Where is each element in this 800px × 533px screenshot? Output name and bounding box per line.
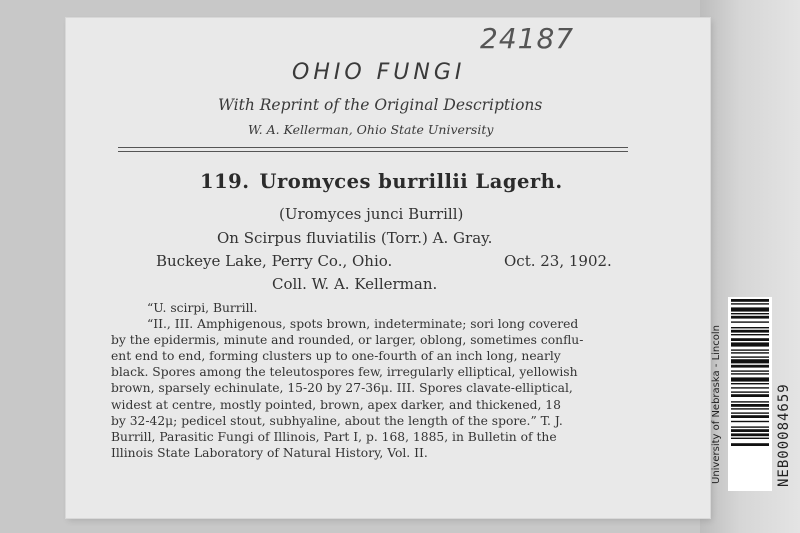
accession-number: 24187 <box>480 22 575 55</box>
description-line: ent end to end, forming clusters up to one-fourth of an inch long, nearly <box>111 349 561 364</box>
author-line: W. A. Kellerman, Ohio State University <box>248 122 494 137</box>
divider-rule <box>118 151 628 152</box>
institution-label: University of Nebraska - Lincoln <box>711 325 722 484</box>
description-line: Burrill, Parasitic Fungi of Illinois, Part I, p. 168, 1885, in Bulletin of the <box>111 429 557 444</box>
species-name: Uromyces burrillii Lagerh. <box>259 170 563 193</box>
description-line: brown, sparsely echinulate, 15-20 by 27-36μ. III. Spores clavate-elliptical, <box>111 381 573 396</box>
locality-line <box>156 252 612 270</box>
synonym: (Uromyces junci Burrill) <box>279 205 464 223</box>
description-line: black. Spores among the teleutospores few, irregularly elliptical, yellowish <box>111 365 578 380</box>
collection-date: Oct. 23, 1902. <box>504 252 612 270</box>
description-line: by 32-42μ; pedicel stout, subhyaline, about the length of the spore.” T. J. <box>111 413 563 428</box>
barcode-bars <box>731 299 769 489</box>
description-line: Illinois State Laboratory of Natural History, Vol. II. <box>111 445 428 460</box>
barcode-number: NEB00084659 <box>776 383 792 487</box>
description-line: by the epidermis, minute and rounded, or larger, oblong, sometimes conflu- <box>111 333 584 348</box>
description-line: “U. scirpi, Burrill. <box>147 301 258 315</box>
label-subtitle: With Reprint of the Original Descriptions <box>218 96 543 114</box>
locality: Buckeye Lake, Perry Co., Ohio. <box>156 252 393 270</box>
divider-rule <box>118 147 628 148</box>
label-title: OHIO FUNGI <box>292 60 466 85</box>
species-heading <box>200 170 563 193</box>
entry-number: 119. <box>200 170 250 193</box>
collector: Coll. W. A. Kellerman. <box>272 275 438 293</box>
barcode <box>728 297 772 491</box>
description <box>111 300 639 461</box>
host-plant: On Scirpus fluviatilis (Torr.) A. Gray. <box>217 229 493 247</box>
description-line: “II., III. Amphigenous, spots brown, indeterminate; sori long covered <box>147 317 579 332</box>
description-line: widest at centre, mostly pointed, brown, apex darker, and thickened, 18 <box>111 397 561 412</box>
